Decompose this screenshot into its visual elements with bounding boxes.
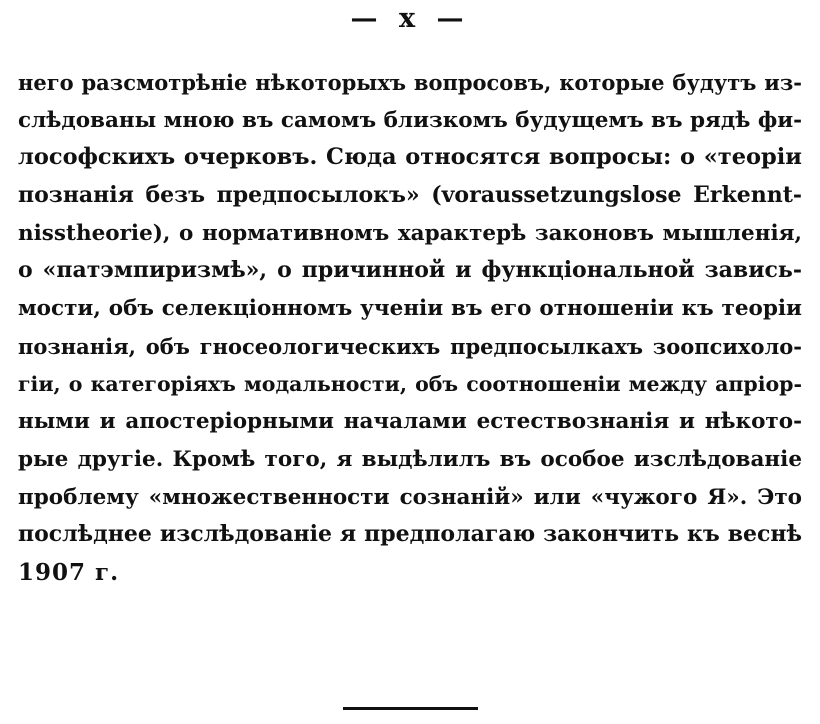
body-paragraph	[18, 64, 802, 592]
text-line: мости, объ селекціонномъ ученіи въ его отношеніи къ теоріи	[18, 296, 802, 322]
text-line: рые другіе. Кромѣ того, я выдѣлилъ въ особое изслѣдованіе	[18, 446, 802, 472]
text-line: лософскихъ очерковъ. Сюда относятся вопросы: о «теоріи	[18, 144, 802, 171]
text-line: о «патэмпиризмѣ», о причинной и функціональной завись-	[18, 257, 802, 284]
text-line: nisstheorie), о нормативномъ характерѣ законовъ мышленія,	[18, 220, 802, 246]
section-divider	[343, 707, 478, 710]
text-line: 1907 г.	[18, 558, 120, 586]
text-line: слѣдованы мною въ самомъ близкомъ будущемъ въ рядѣ фи-	[18, 107, 802, 133]
text-line: проблему «множественности сознаній» или «чужого Я». Это	[18, 484, 802, 510]
text-line: ными и апостеріорными началами естествознанія и нѣкото-	[18, 409, 802, 435]
page-number: — x —	[350, 3, 470, 34]
text-line: познанія безъ предпосылокъ» (voraussetzungslose Erkennt-	[18, 182, 802, 209]
text-line: него разсмотрѣніе нѣкоторыхъ вопросовъ, которые будутъ из-	[18, 70, 802, 95]
text-line: познанія, объ гносеологическихъ предпосылкахъ зоопсихоло-	[18, 333, 802, 359]
text-line: послѣднее изслѣдованіе я предполагаю закончить къ веснѣ	[18, 521, 802, 548]
text-line: гіи, о категоріяхъ модальности, объ соотношеніи между апріор-	[18, 371, 802, 396]
